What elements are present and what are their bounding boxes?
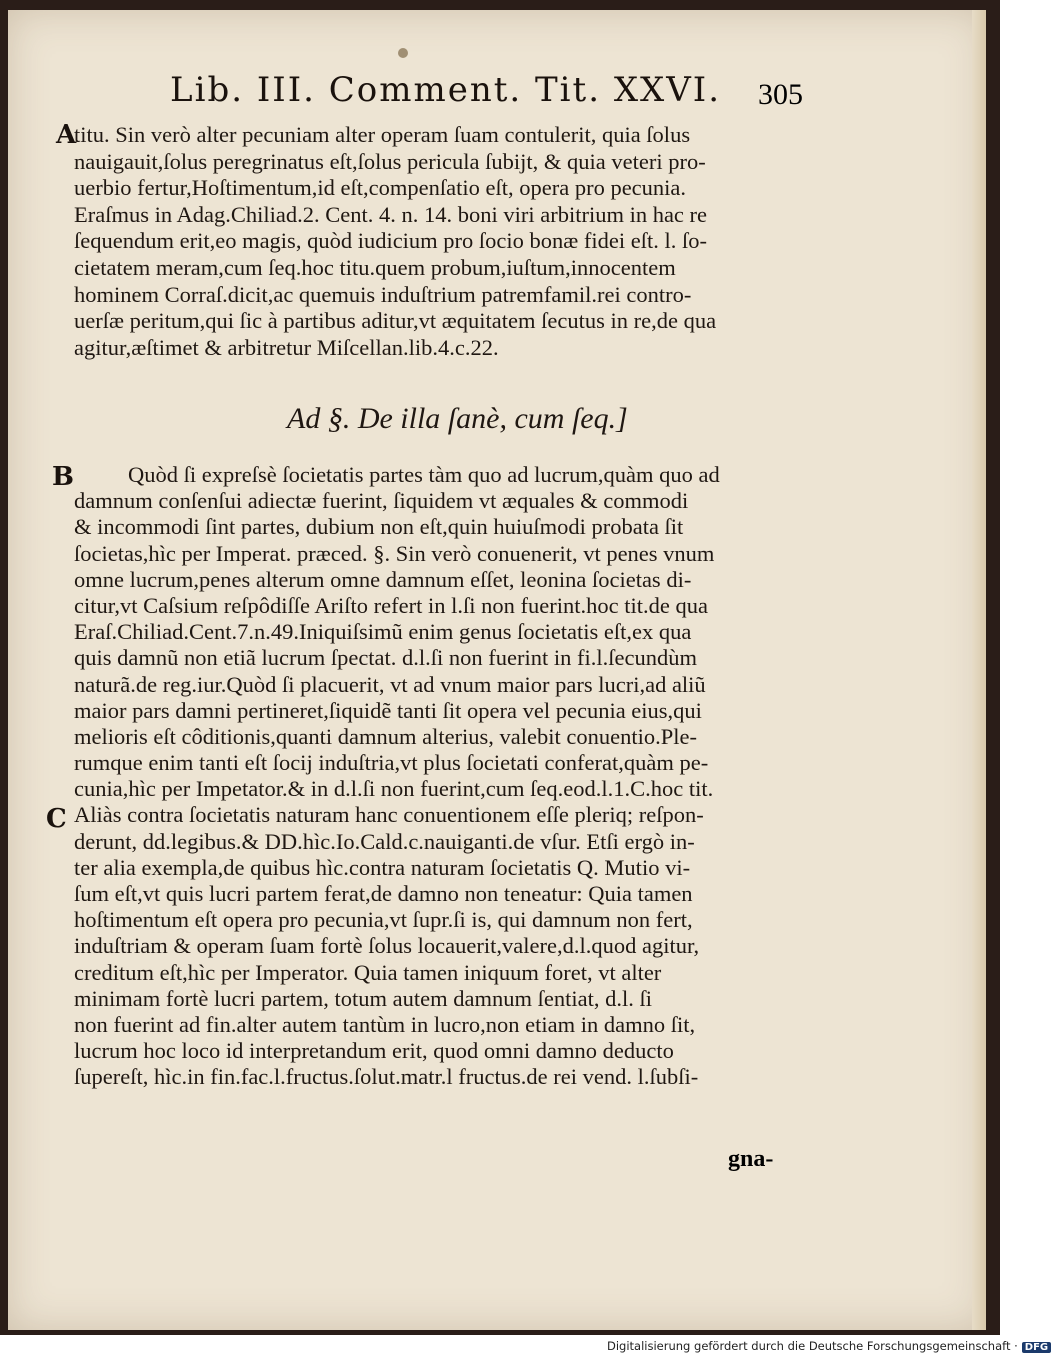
text-line: ſum eſt,vt quis lucri partem ferat,de damno non teneatur: Quia tamen <box>74 881 693 906</box>
text-line: quis damnũ non etiã lucrum ſpectat. d.l.ſi non fuerint in fi.l.ſecundùm <box>74 645 697 671</box>
ink-spot <box>398 48 408 58</box>
text-line: lucrum hoc loco id interpretandum erit, quod omni damno deducto <box>74 1038 674 1064</box>
margin-letter-a: A <box>56 120 77 150</box>
section-heading: Ad §. De illa ſanè, cum ſeq.] <box>287 402 628 435</box>
text-line: Eraſ.Chiliad.Cent.7.n.49.Iniquiſsimũ enim genus ſocietatis eſt,ex qua <box>74 619 692 645</box>
text-line: minimam fortè lucri partem, totum autem damnum ſentiat, d.l. ſi <box>74 985 652 1011</box>
catchword: gna- <box>728 1146 774 1172</box>
text-line: omne lucrum,penes alterum omne damnum eſſet, leonina ſocietas di- <box>74 566 692 592</box>
text-line: agitur,æſtimet & arbitretur Miſcellan.lib.4.c.22. <box>74 334 499 360</box>
text-line: titu. Sin verò alter pecuniam alter operam ſuam contulerit, quia ſolus <box>74 122 691 147</box>
text-line: cietatem meram,cum ſeq.hoc titu.quem probum,iuſtum,innocentem <box>74 254 676 280</box>
text-line: ter alia exempla,de quibus hìc.contra naturam ſocietatis Q. Mutio vi- <box>74 854 691 880</box>
text-line: melioris eſt côditionis,quanti damnum alterius, valebit conuentio.Ple- <box>74 723 698 749</box>
running-title: Lib. III. Comment. Tit. XXVI. <box>170 70 722 110</box>
text-line: ſocietas,hìc per Imperat. præced. §. Sin verò conuenerit, vt penes vnum <box>74 540 715 566</box>
text-line: Quòd ſi expreſsè ſocietatis partes tàm quo ad lucrum,quàm quo ad <box>128 462 720 487</box>
text-line: ſupereſt, hìc.in fin.fac.l.fructus.ſolut.matr.l fructus.de rei vend. l.ſubſi- <box>74 1064 699 1090</box>
text-line: induſtriam & operam ſuam fortè ſolus locauerit,valere,d.l.quod agitur, <box>74 933 700 959</box>
text-line: creditum eſt,hìc per Imperator. Quia tamen iniquum foret, vt alter <box>74 959 662 985</box>
text-line: non fuerint ad fin.alter autem tantùm in lucro,non etiam in damno ſit, <box>74 1011 696 1037</box>
text-line: derunt, dd.legibus.& DD.hìc.Io.Cald.c.nauiganti.de vſur. Etſi ergò in- <box>74 828 695 854</box>
text-line: uerbio fertur,Hoſtimentum,id eſt,compenſatio eſt, opera pro pecunia. <box>74 175 687 201</box>
paragraph-a <box>74 122 794 361</box>
margin-letter-c: C <box>46 804 67 834</box>
margin-letter-b: B <box>52 462 74 492</box>
digitization-credit <box>607 1339 1051 1353</box>
page-number: 305 <box>758 78 803 111</box>
text-line: Aliàs contra ſocietatis naturam hanc conuentionem eſſe pleriq; reſpon- <box>74 802 704 828</box>
credit-text: Digitalisierung gefördert durch die Deutsche Forschungsgemeinschaft · <box>607 1339 1018 1353</box>
paragraph-b <box>74 462 794 1091</box>
text-line: naturã.de reg.iur.Quòd ſi placuerit, vt ad vnum maior pars lucri,ad aliũ <box>74 671 706 697</box>
text-line: nauigauit,ſolus peregrinatus eſt,ſolus pericula ſubijt, & quia veteri pro- <box>74 148 706 174</box>
text-line: hoſtimentum eſt opera pro pecunia,vt ſupr.ſi is, qui damnum non fert, <box>74 907 693 933</box>
text-line: damnum conſenſui adiectæ fuerint, ſiquidem vt æquales & commodi <box>74 488 689 514</box>
text-line: maior pars damni pertineret,ſiquidẽ tanti ſit opera vel pecunia eius,qui <box>74 697 702 723</box>
page-edge <box>972 10 986 1330</box>
text-line: cunia,hìc per Impetator.& in d.l.ſi non fuerint,cum ſeq.eod.l.1.C.hoc tit. <box>74 776 714 802</box>
text-line: citur,vt Caſsium reſpôdiſſe Ariſto refert in l.ſi non fuerint.hoc tit.de qua <box>74 592 708 618</box>
text-line: hominem Corraſ.dicit,ac quemuis induſtrium patremfamil.rei contro- <box>74 281 692 307</box>
text-line: & incommodi ſint partes, dubium non eſt,quin huiuſmodi probata ſit <box>74 514 684 540</box>
text-line: uerſæ peritum,qui ſic à partibus aditur,vt æquitatem ſecutus in re,de qua <box>74 308 717 334</box>
text-line: rumque enim tanti eſt ſocij induſtria,vt plus ſocietati conferat,quàm pe- <box>74 750 709 776</box>
text-line: Eraſmus in Adag.Chiliad.2. Cent. 4. n. 14. boni viri arbitrium in hac re <box>74 201 708 227</box>
text-line: ſequendum erit,eo magis, quòd iudicium pro ſocio bonæ fidei eſt. l. ſo- <box>74 228 708 254</box>
dfg-logo: DFG <box>1022 1342 1051 1353</box>
